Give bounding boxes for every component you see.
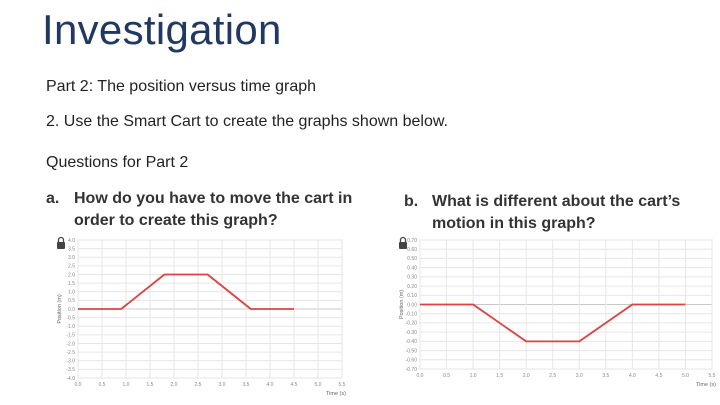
y-tick-label: 4.0 — [68, 237, 75, 244]
y-tick-label: -3.0 — [66, 358, 75, 365]
y-tick-label: -1.0 — [66, 324, 75, 331]
x-tick-label: 5.0 — [314, 382, 322, 388]
x-tick-label: 0.0 — [416, 373, 424, 379]
question-a — [46, 188, 376, 232]
y-tick-label: 0.40 — [407, 265, 417, 272]
y-tick-label: -0.20 — [405, 320, 417, 327]
x-tick-label: 4.5 — [655, 373, 663, 379]
x-tick-label: 4.0 — [266, 382, 274, 388]
y-tick-label: 0.50 — [407, 256, 417, 263]
x-tick-label: 1.0 — [469, 373, 477, 379]
y-tick-label: 0.30 — [407, 274, 417, 281]
x-tick-label: 0.0 — [74, 382, 82, 388]
x-tick-label: 2.5 — [194, 382, 202, 388]
instruction-text: 2. Use the Smart Cart to create the graphs shown below. — [46, 113, 448, 130]
x-tick-label: 0.5 — [443, 373, 451, 379]
y-tick-label: 0.10 — [407, 293, 417, 300]
slide-title: Investigation — [42, 6, 282, 53]
y-tick-label: 3.0 — [68, 255, 75, 262]
y-axis-label: Position (m) — [399, 289, 405, 320]
y-tick-label: -2.5 — [66, 349, 75, 356]
x-axis-label: Time (s) — [326, 391, 346, 397]
question-b — [404, 191, 720, 235]
y-tick-label: 3.5 — [68, 246, 75, 253]
y-tick-label: 1.0 — [68, 289, 75, 296]
y-tick-label: 0.0 — [68, 306, 75, 313]
y-tick-label: 2.0 — [68, 272, 75, 279]
y-tick-label: 1.5 — [68, 280, 75, 287]
question-b-label: b. — [404, 193, 419, 210]
part-heading: Part 2: The position versus time graph — [46, 78, 317, 95]
question-a-label: a. — [46, 190, 60, 207]
y-tick-label: -4.0 — [66, 375, 75, 382]
x-tick-label: 1.5 — [496, 373, 504, 379]
y-axis-label: Position (m) — [57, 294, 63, 324]
question-b-text: What is different about the cart’s motion in this graph? — [432, 193, 681, 232]
y-tick-label: 2.5 — [68, 263, 75, 270]
y-tick-label: -0.30 — [405, 329, 417, 336]
y-tick-label: 0.60 — [407, 247, 417, 254]
x-tick-label: 3.5 — [242, 382, 250, 388]
y-tick-label: -3.5 — [66, 367, 75, 374]
x-tick-label: 2.5 — [549, 373, 557, 379]
x-tick-label: 5.5 — [708, 373, 716, 379]
x-tick-label: 2.0 — [522, 373, 530, 379]
x-tick-label: 2.0 — [170, 382, 178, 388]
y-tick-label: 0.20 — [407, 283, 417, 290]
x-tick-label: 5.0 — [681, 373, 689, 379]
x-tick-label: 1.0 — [122, 382, 130, 388]
x-tick-label: 3.5 — [602, 373, 610, 379]
x-tick-label: 3.0 — [575, 373, 583, 379]
y-tick-label: -0.60 — [405, 357, 417, 364]
x-tick-label: 4.5 — [290, 382, 298, 388]
position-time-chart-b — [394, 236, 718, 400]
x-tick-label: 3.0 — [218, 382, 226, 388]
x-tick-label: 4.0 — [628, 373, 636, 379]
y-tick-label: 0.00 — [407, 302, 417, 309]
y-tick-label: -0.10 — [405, 311, 417, 318]
x-tick-label: 5.5 — [338, 382, 346, 388]
y-tick-label: -0.5 — [66, 315, 75, 322]
y-tick-label: 0.5 — [68, 298, 75, 305]
questions-heading: Questions for Part 2 — [46, 154, 189, 171]
y-tick-label: -0.50 — [405, 348, 417, 355]
question-a-text: How do you have to move the cart in order to create this graph? — [74, 190, 353, 229]
x-axis-label: Time (s) — [696, 382, 716, 388]
y-tick-label: -1.5 — [66, 332, 75, 339]
lock-icon[interactable] — [399, 238, 407, 249]
y-tick-label: -0.70 — [405, 366, 417, 373]
x-tick-label: 1.5 — [146, 382, 154, 388]
y-tick-label: 0.70 — [407, 237, 417, 244]
x-tick-label: 0.5 — [98, 382, 106, 388]
y-tick-label: -2.0 — [66, 341, 75, 348]
y-tick-label: -0.40 — [405, 339, 417, 346]
position-time-chart-a — [52, 236, 354, 400]
lock-icon[interactable] — [57, 238, 65, 249]
